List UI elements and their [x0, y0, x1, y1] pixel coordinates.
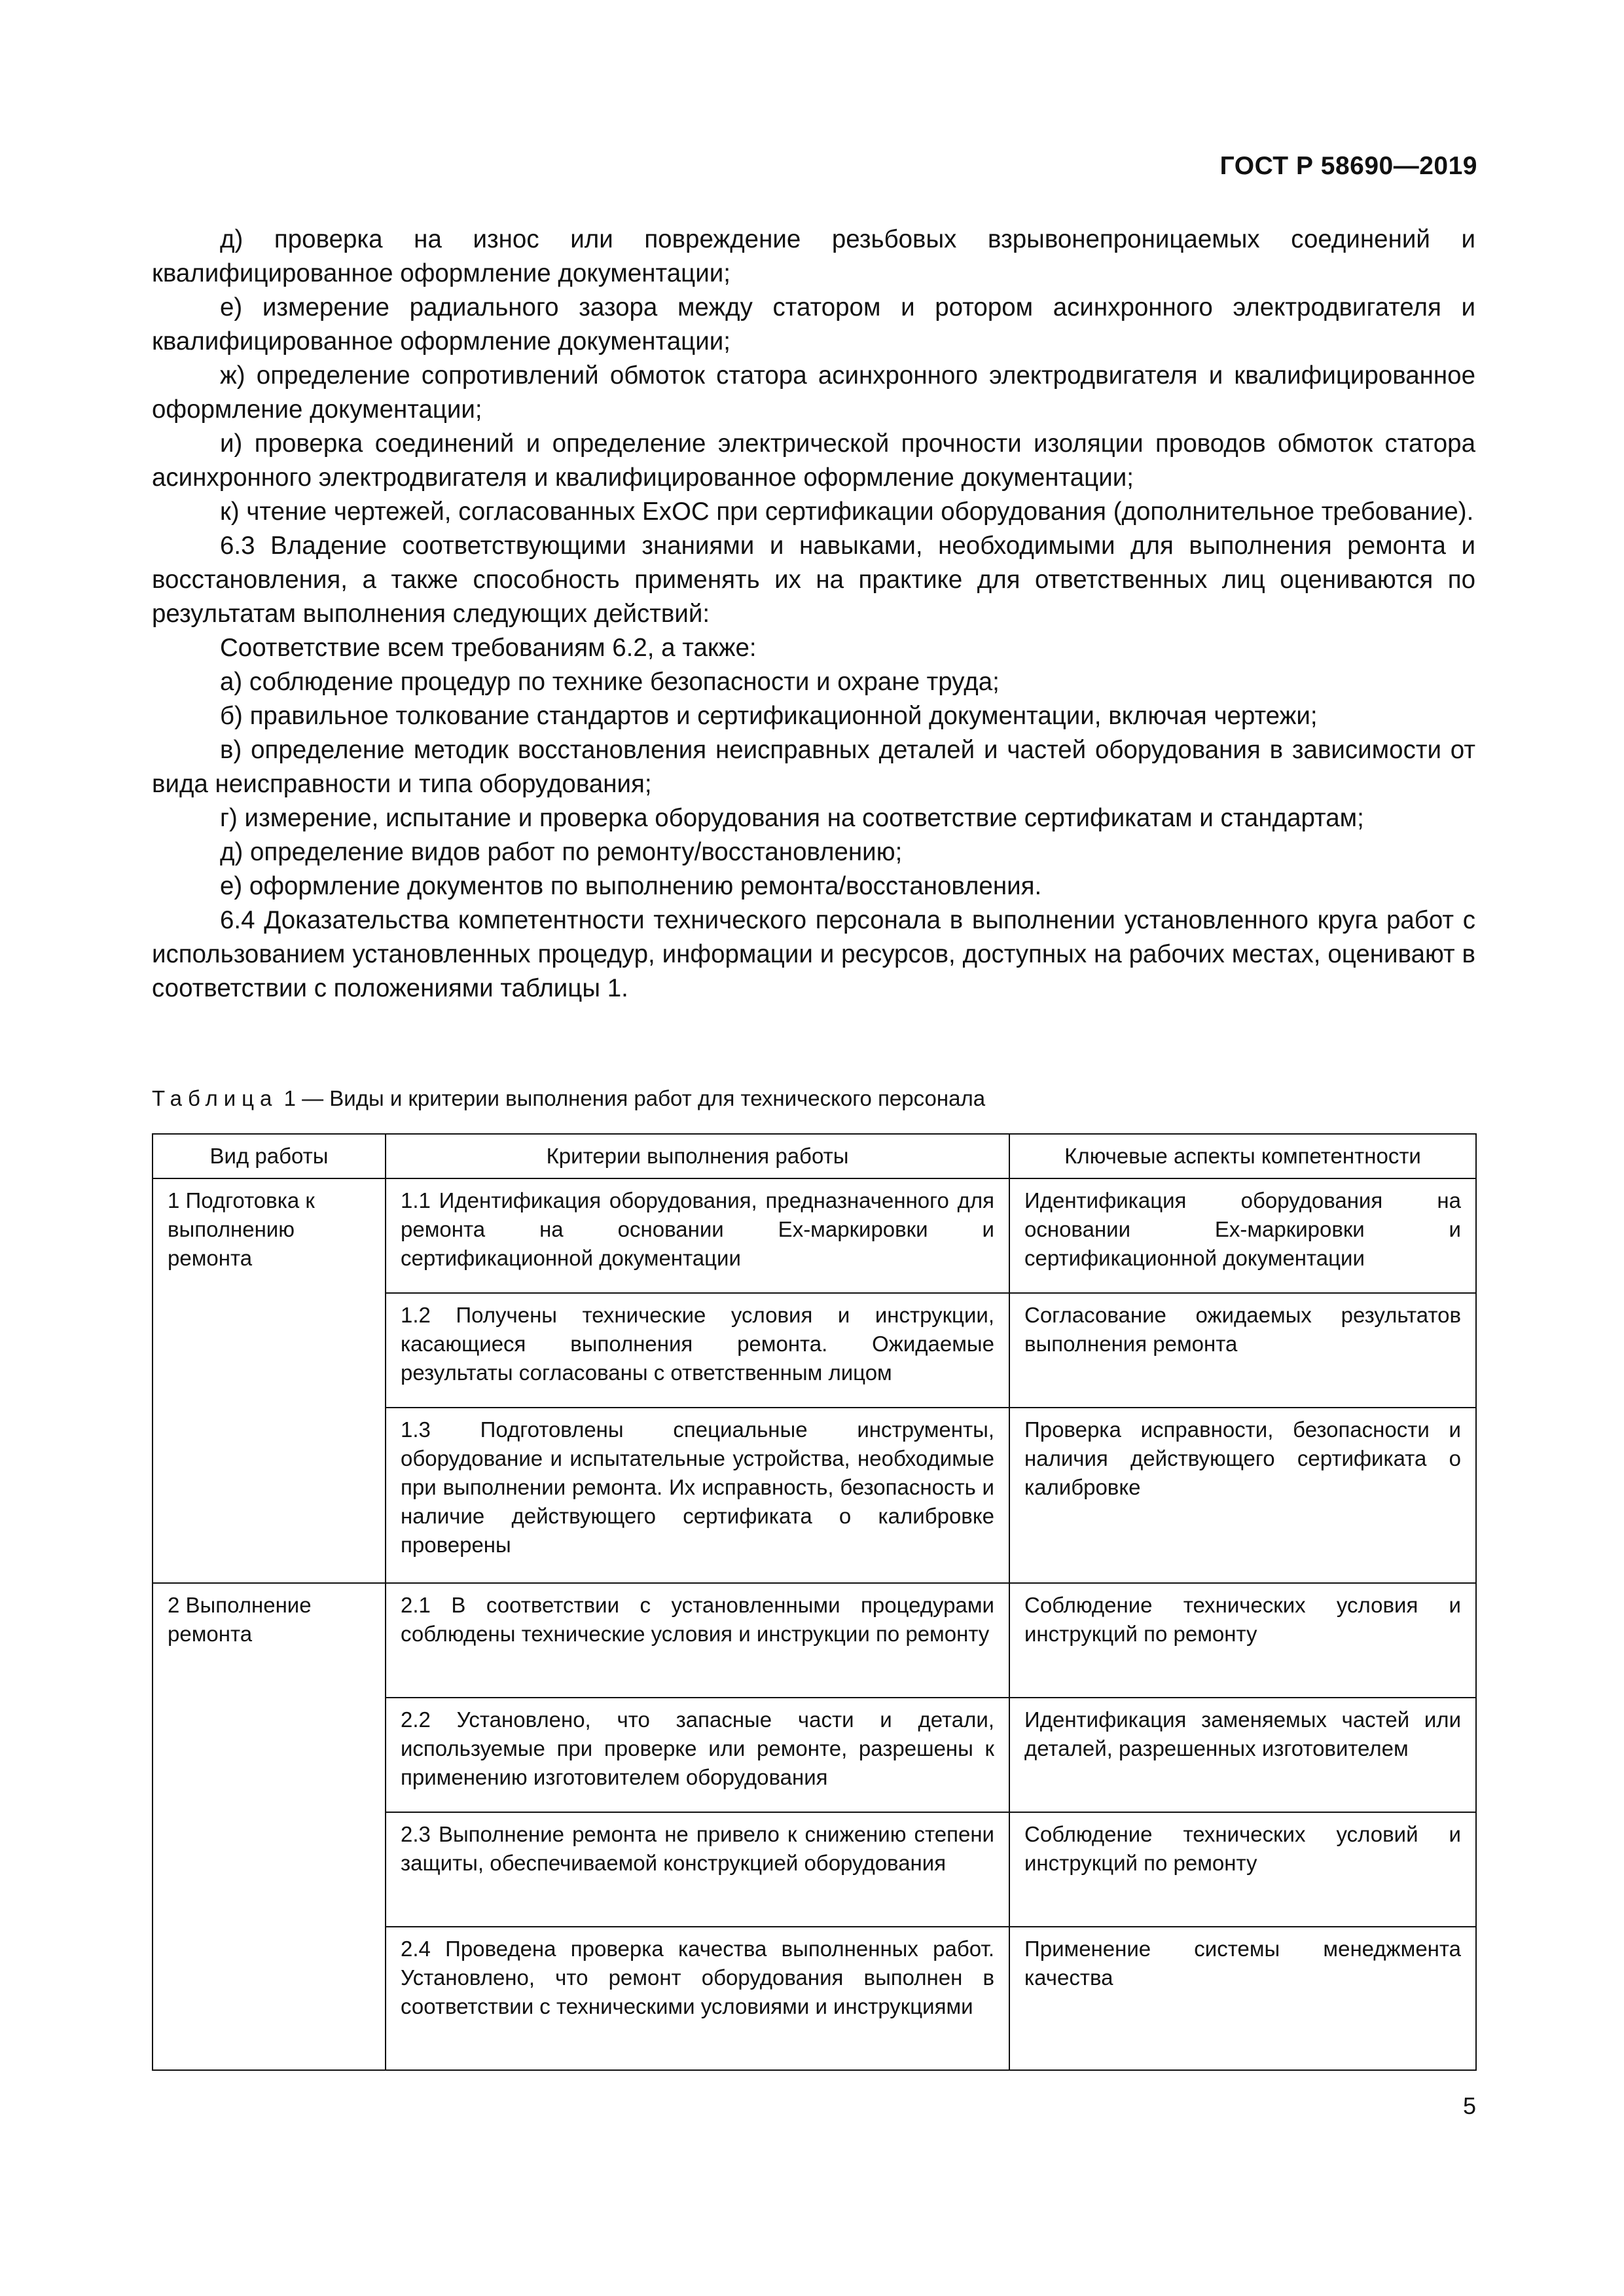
- criteria-cell: 2.3 Выполнение ремонта не привело к снижению степени защиты, обеспечиваемой конструкцией оборудования: [386, 1812, 1009, 1927]
- paragraph: г) измерение, испытание и проверка оборудования на соответствие сертификатам и стандартам;: [220, 804, 1364, 832]
- paragraph: к) чтение чертежей, согласованных ExOC при сертификации оборудования (дополнительное требование).: [220, 498, 1474, 526]
- table-header-row: [153, 1134, 1476, 1178]
- aspects-cell: Соблюдение технических условия и инструкций по ремонту: [1009, 1583, 1476, 1698]
- paragraph: д) определение видов работ по ремонту/восстановлению;: [220, 838, 903, 866]
- paragraph: е) измерение радиального зазора между статором и ротором асинхронного электродвигателя и квалифицированное оформление документации;: [152, 293, 1475, 355]
- criteria-cell: 2.1 В соответствии с установленными процедурами соблюдены технические условия и инструкции по ремонту: [386, 1583, 1009, 1698]
- paragraph: в) определение методик восстановления неисправных деталей и частей оборудования в зависимости от вида неисправности и типа оборудования;: [152, 736, 1475, 798]
- work-kind-cell: 2 Выполнение ремонта: [153, 1583, 386, 2070]
- criteria-cell: 2.2 Установлено, что запасные части и детали, используемые при проверке или ремонте, разрешены к применению изготовителем оборудования: [386, 1698, 1009, 1812]
- column-header-criteria: Критерии выполнения работы: [386, 1134, 1009, 1178]
- aspects-cell: Согласование ожидаемых результатов выполнения ремонта: [1009, 1293, 1476, 1408]
- table-row: [153, 1178, 1476, 1293]
- criteria-table: [152, 1133, 1477, 2071]
- criteria-cell: 2.4 Проведена проверка качества выполненных работ. Установлено, что ремонт оборудования выполнен в соответствии с техническими условиями и инструкциями: [386, 1927, 1009, 2070]
- paragraph: е) оформление документов по выполнению ремонта/восстановления.: [220, 872, 1042, 900]
- paragraph: ж) определение сопротивлений обмоток статора асинхронного электродвигателя и квалифицированное оформление документации;: [152, 361, 1475, 424]
- column-header-kind: Вид работы: [153, 1134, 386, 1178]
- table-row: [153, 1583, 1476, 1698]
- paragraph: д) проверка на износ или повреждение резьбовых взрывонепроницаемых соединений и квалифицированное оформление документации;: [152, 225, 1475, 287]
- paragraph: Соответствие всем требованиям 6.2, а также:: [220, 634, 757, 662]
- body-text: [152, 223, 1475, 1006]
- aspects-cell: Применение системы менеджмента качества: [1009, 1927, 1476, 2070]
- column-header-aspects: Ключевые аспекты компетентности: [1009, 1134, 1476, 1178]
- paragraph: б) правильное толкование стандартов и сертификационной документации, включая чертежи;: [220, 702, 1318, 730]
- aspects-cell: Проверка исправности, безопасности и наличия действующего сертификата о калибровке: [1009, 1408, 1476, 1583]
- table-caption-text: 1 — Виды и критерии выполнения работ для технического персонала: [283, 1086, 986, 1110]
- page-number: 5: [1462, 2092, 1476, 2119]
- paragraph: 6.4 Доказательства компетентности технического персонала в выполнении установленного круга работ с использованием установленных процедур, информации и ресурсов, доступных на рабочих местах, оценивают в соответствии с положениями таблицы 1.: [152, 906, 1475, 1002]
- aspects-cell: Соблюдение технических условий и инструкций по ремонту: [1009, 1812, 1476, 1927]
- paragraph: а) соблюдение процедур по технике безопасности и охране труда;: [220, 668, 1000, 696]
- aspects-cell: Идентификация оборудования на основании Ex-маркировки и сертификационной документации: [1009, 1178, 1476, 1293]
- table-caption: [152, 1084, 1475, 1113]
- aspects-cell: Идентификация заменяемых частей или деталей, разрешенных изготовителем: [1009, 1698, 1476, 1812]
- criteria-cell: 1.1 Идентификация оборудования, предназначенного для ремонта на основании Ex-маркировки и сертификационной документации: [386, 1178, 1009, 1293]
- criteria-cell: 1.3 Подготовлены специальные инструменты, оборудование и испытательные устройства, необходимые при выполнении ремонта. Их исправность, безопасность и наличие действующего сертификата о калибровке проверены: [386, 1408, 1009, 1583]
- criteria-cell: 1.2 Получены технические условия и инструкции, касающиеся выполнения ремонта. Ожидаемые результаты согласованы с ответственным лицом: [386, 1293, 1009, 1408]
- paragraph: 6.3 Владение соответствующими знаниями и навыками, необходимыми для выполнения ремонта и восстановления, а также способность применять их на практике для ответственных лиц оцениваются по результатам выполнения следующих действий:: [152, 532, 1475, 628]
- work-kind-cell: 1 Подготовка к выполнению ремонта: [153, 1178, 386, 1583]
- paragraph: и) проверка соединений и определение электрической прочности изоляции проводов обмоток статора асинхронного электродвигателя и квалифицированное оформление документации;: [152, 429, 1475, 492]
- document-header: ГОСТ Р 58690—2019: [1219, 152, 1477, 180]
- table-caption-label: Таблица: [152, 1086, 278, 1110]
